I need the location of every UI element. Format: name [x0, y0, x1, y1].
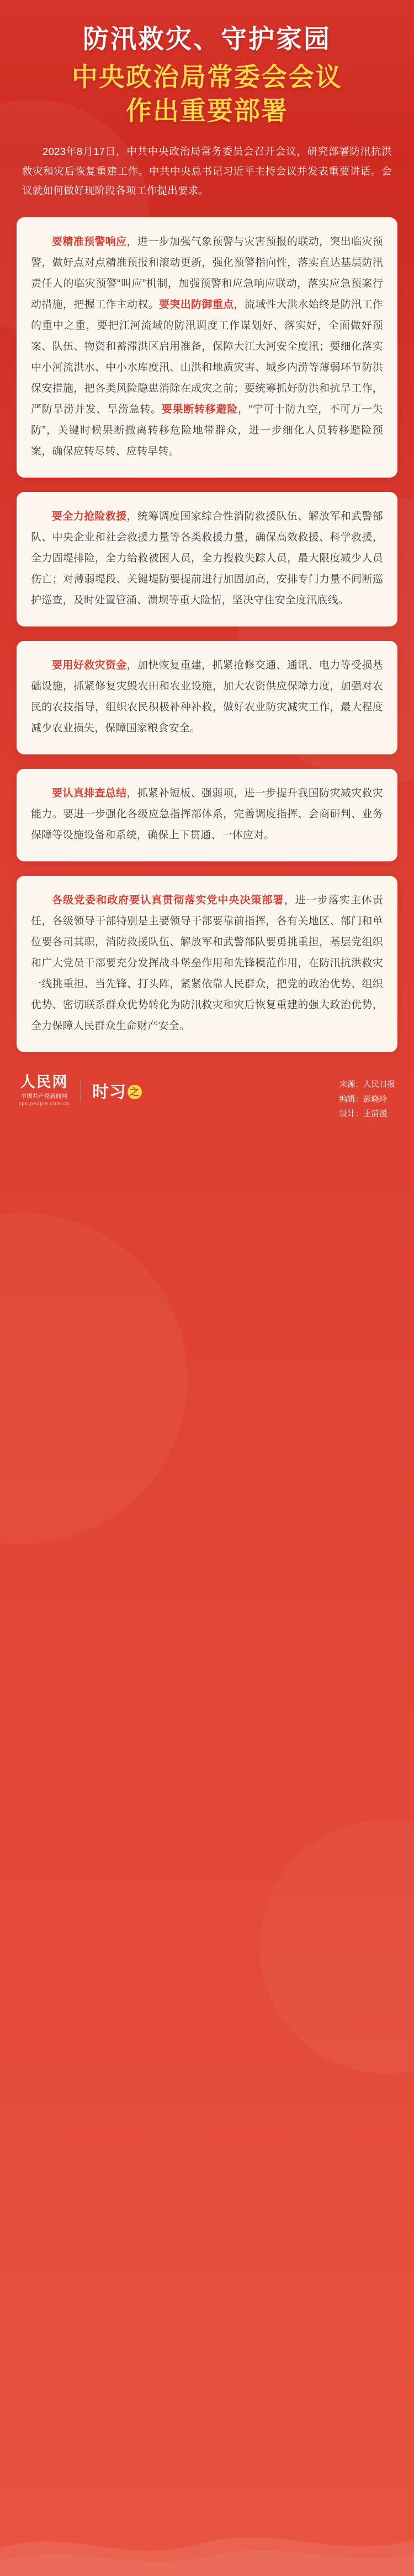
card-paragraph	[31, 232, 383, 462]
card-forecast-warning	[17, 217, 397, 478]
emphasis-text: 要果断转移避险	[161, 403, 238, 415]
content-card-list	[17, 217, 397, 1052]
poster-footer	[0, 1074, 414, 1146]
credit-line: 来源：人民日报	[339, 1080, 395, 1089]
emphasis-text: 要全力抢险救援	[52, 510, 127, 522]
decor-circle-4	[259, 1820, 414, 2074]
credits-block	[339, 1074, 396, 1122]
credit-line: 设计：王清漫	[339, 1110, 388, 1119]
emphasis-text: 要精准预警响应	[52, 235, 127, 248]
card-rescue	[17, 492, 397, 626]
logo-main-text: 人民网	[20, 1073, 68, 1090]
wave-decoration	[0, 2510, 414, 2576]
credit-line: 编辑：彭晓玲	[339, 1095, 388, 1104]
decor-circle-3	[0, 1213, 188, 1544]
body-text: ，“宁可十防九空，不可万一失防”，关键时候果断撤离转移危险地带群众，进一步细化人员转移避险预案，确保应转尽转、应转早转。	[31, 403, 383, 457]
card-party-leadership	[17, 876, 397, 1052]
emphasis-text: 要认真排查总结	[52, 787, 127, 799]
page-title-line1: 防汛救灾、守护家园	[83, 24, 331, 53]
card-paragraph	[31, 783, 383, 846]
lead-paragraph: 2023年8月17日，中共中央政治局常务委员会召开会议，研究部署防汛抗洪救灾和灾后恢复重建工作。中共中央总书记习近平主持会议并发表重要讲话。会议就如何做好现阶段各项工作提出要求。	[22, 146, 392, 197]
emphasis-text: 要用好救灾资金	[52, 659, 127, 671]
poster-header	[0, 0, 414, 127]
page-title-line2: 中央政治局常委会会议	[72, 62, 342, 92]
body-text: ，加快恢复重建，抓紧抢修交通、通讯、电力等受损基础设施，抓紧修复灾毁农田和农业设施，加大农资供应保障力度，加强对农民的农技指导，组织农民积极补种补救，做好农业防灾减灾工作，最大程度减少农业损失，保障国家粮食安全。	[31, 659, 383, 734]
logo-sub-text: 中国共产党新闻网	[21, 1094, 68, 1100]
emphasis-text: 各级党委和政府要认真贯彻落实党中央决策部署	[52, 894, 284, 906]
card-paragraph	[31, 506, 383, 611]
card-inspection	[17, 769, 397, 861]
body-text: ，抓紧补短板、强弱项，进一步提升我国防灾减灾救灾能力。要进一步强化各级应急指挥部体系，完善调度指挥、会商研判、业务保障等设施设备和系统，确保上下贯通、一体应对。	[31, 787, 383, 841]
body-text: ，流域性大洪水始终是防汛工作的重中之重，要把江河流域的防汛调度工作谋划好、落实好，全面做好预案、队伍、物资和蓄滞洪区启用准备，保障大江大河安全度汛；要细化落实中小河流洪水、中小水库度汛、山洪和地质灾害、城乡内涝等薄弱环节防洪保安措施，把各类风险隐患消除在成灾之前；要统筹抓好防洪和抗旱工作，严防旱涝并发、旱涝急转。	[31, 298, 383, 415]
logo-url-text: cpc.people.com.cn	[19, 1101, 70, 1107]
card-recovery	[17, 641, 397, 754]
brand-mark-dot: 之	[128, 1085, 142, 1099]
page-title-line3: 作出重要部署	[126, 96, 288, 126]
card-paragraph	[31, 655, 383, 739]
brand-block	[19, 1074, 142, 1107]
card-paragraph	[31, 890, 383, 1037]
brand-mark-text: 时习	[92, 1083, 127, 1102]
body-text: ，统筹调度国家综合性消防救援队伍、解放军和武警部队、中央企业和社会救援力量等各类救援力量，确保高效救援、科学救援，全力固堤排险，全力给救被困人员，全力搜救失踪人员，最大限度减少人员伤亡；对薄弱堤段、关键堤防要提前进行加固加高，安排专门力量不间断巡护巡查，及时处置管涌、溃坝等重大险情，坚决守住安全度汛底线。	[31, 510, 383, 606]
body-text: ，进一步加强气象预警与灾害预报的联动，突出临灾预警，做好点对点精准预报和滚动更新，强化预警指向性，落实直达基层防汛责任人的临灾预警“叫应”机制，加强预警和应急响应联动，落实应急预案行动措施，把握工作主动权。	[31, 235, 383, 310]
people-cn-logo	[19, 1074, 70, 1107]
body-text: ，进一步落实主体责任，各级领导干部特别是主要领导干部要靠前指挥，各有关地区、部门和单位要各司其职，消防救援队伍、解放军和武警部队要勇挑重担，基层党组织和广大党员干部要充分发挥战斗堡垒作用和先锋模范作用，在防汛抗洪救灾一线挑重担、当先锋、打头阵，紧紧依靠人民群众，把党的政治优势、组织优势、密切联系群众优势转化为防汛救灾和灾后恢复重建的强大政治优势，全力保障人民群众生命财产安全。	[31, 894, 383, 1032]
emphasis-text: 要突出防御重点	[159, 298, 234, 310]
shixizhi-mark	[92, 1078, 142, 1102]
